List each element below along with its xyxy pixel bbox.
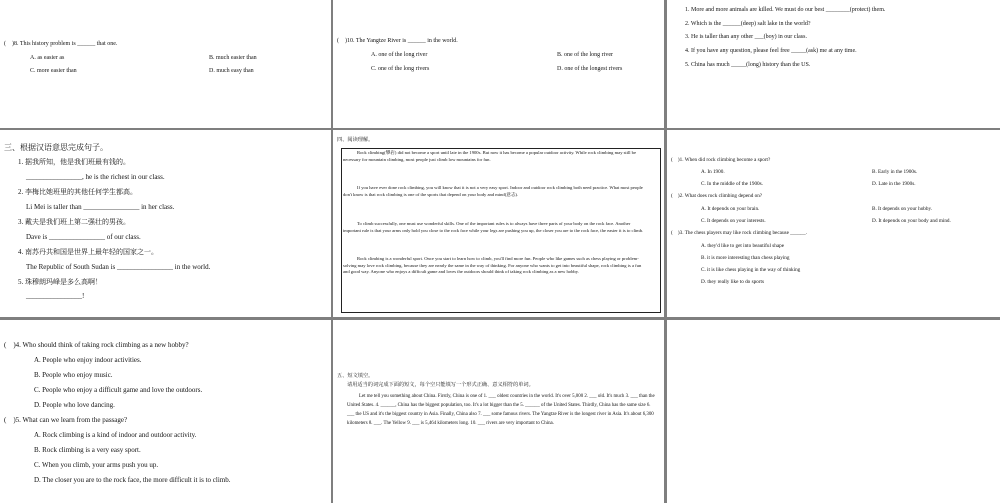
panel-q10 <box>333 0 664 128</box>
option-b: B. one of the long river <box>557 52 613 58</box>
sentence-3-cn: 3. 戴夫是我们班上第二强壮的男孩。 <box>18 218 130 226</box>
q5-option-a: A. Rock climbing is a kind of indoor and outdoor activity. <box>34 431 197 439</box>
passage-para-1: Rock climbing(攀岩) did not become a sport until late in the 1900s. But now it has become a popular outdoor activity. While rock climbing may still be necessary for mountain climbing, most people just climb low mountains for fun. <box>343 150 637 162</box>
q4-option-b: B. People who enjoy music. <box>34 371 113 379</box>
question-5: ( )5. What can we learn from the passage? <box>4 416 128 424</box>
sentence-1-cn: 1. 据我所知，他是我们班最有钱的。 <box>18 158 130 166</box>
panel-reading-questions-1 <box>667 130 1000 317</box>
option-a: A. as easier as <box>30 55 65 61</box>
q1-option-b: B. Early in the 1900s. <box>872 169 918 175</box>
cloze-instructions: 请用适当的词完成下面的短文，每个空只能填写一个形式正确、意义相符的单词。 <box>347 382 534 388</box>
section-heading: 五、短文填空。 <box>337 373 374 379</box>
q1-option-a: A. In 1900. <box>701 169 725 175</box>
q5-option-b: B. Rock climbing is a very easy sport. <box>34 446 141 454</box>
q1-option-d: D. Late in the 1900s. <box>872 181 916 187</box>
question-8: ( )8. This history problem is ______ that one. <box>4 41 118 47</box>
panel-reading-questions-2 <box>0 320 331 503</box>
option-d: D. one of the longest rivers <box>557 66 623 72</box>
section-heading: 三、根据汉语意思完成句子。 <box>4 143 108 152</box>
q5-option-c: C. When you climb, your arms push you up. <box>34 461 159 469</box>
q3-option-a: A. they'd like to get into beautiful shape <box>701 243 785 249</box>
word-form-4: 4. If you have any question, please feel free _____(ask) me at any time. <box>685 48 857 54</box>
sentence-3-en: Dave is ________________ of our class. <box>26 233 141 241</box>
q2-option-d: D. It depends on your body and mind. <box>872 218 951 224</box>
q2-option-b: B. It depends on your hobby. <box>872 206 933 212</box>
panel-reading <box>333 130 664 317</box>
question-1: ( )1. When did rock climbing become a sport? <box>671 157 771 163</box>
panel-translation <box>0 130 331 317</box>
q2-option-a: A. It depends on your brain. <box>701 206 760 212</box>
sentence-4-cn: 4. 南苏丹共和国是世界上最年轻的国家之一。 <box>18 248 158 256</box>
passage-para-2: If you have ever done rock climbing, you will know that it is not a very easy sport. Indoor and outdoor rock climbing both need practice. What most people don't know is that rock climbing is one of the sports that depend on your body and mind(意志). <box>343 185 643 197</box>
sentence-1-en: ________________, he is the richest in our class. <box>26 173 165 181</box>
word-form-3: 3. He is taller than any other ___(boy) in our class. <box>685 34 807 40</box>
word-form-5: 5. China has much _____(long) history than the US. <box>685 62 811 68</box>
q4-option-c: C. People who enjoy a difficult game and love the outdoors. <box>34 386 203 394</box>
sentence-5-cn: 5. 珠穆朗玛峰是多么高啊！ <box>18 278 102 286</box>
cloze-passage: Let me tell you something about China. Firstly, China is one of 1. ___ oldest countries in the world. It's over 5,000 2. ___ old. It's much 3. ___ than the United States. 4. ______, China has the biggest population, too. It's a lot bigger than the 5. ______ of the United States. Thirdly, China has the same size 6. ___ the US and it's the biggest country in Asia. Finally, China also 7. ___ some famous rivers. The Yangtze River is the longest river in Asia. It's about 6,300 kilometers 8. ___. The Yellow 9. ___ is 5,464 kilometers long. 10. ___ rivers are very important to China. <box>347 394 655 426</box>
option-d: D. much easy than <box>209 68 254 74</box>
option-b: B. much easier than <box>209 55 257 61</box>
sentence-2-en: Li Mei is taller than ________________ in her class. <box>26 203 175 211</box>
panel-blank <box>667 320 1000 503</box>
passage-para-4: Rock climbing is a wonderful sport. Once you start to learn how to climb, you'll find more fun. People who like games such as chess playing or problem-solving may love rock climbing, because they are nearly the same in the way of thinking. For anyone who wants to get into beautiful shape, rock climbing is a fun and good way. Anyone who enjoys a difficult game and loves the outdoors should think of taking rock climbing as a new hobby. <box>343 256 642 275</box>
q3-option-c: C. it is like chess playing in the way of thinking <box>701 267 801 273</box>
question-4: ( )4. Who should think of taking rock climbing as a new hobby? <box>4 341 189 349</box>
question-10: ( )10. The Yangtze River is ______ in the world. <box>337 38 458 44</box>
q5-option-d: D. The closer you are to the rock face, the more difficult it is to climb. <box>34 476 231 484</box>
q4-option-a: A. People who enjoy indoor activities. <box>34 356 142 364</box>
question-2: ( )2. What does rock climbing depend on? <box>671 193 763 199</box>
question-3: ( )3. The chess players may like rock climbing because ______. <box>671 230 808 236</box>
q3-option-b: B. it is more interesting than chess playing <box>701 255 790 261</box>
q2-option-c: C. It depends on your interests. <box>701 218 766 224</box>
sentence-5-en: ________________! <box>26 292 85 300</box>
q4-option-d: D. People who love dancing. <box>34 401 115 409</box>
panel-cloze <box>333 320 664 503</box>
option-c: C. one of the long rivers <box>371 66 430 72</box>
panel-word-forms <box>667 0 1000 128</box>
q3-option-d: D. they really like to do sports <box>701 279 764 285</box>
section-heading: 四、阅读理解。 <box>337 137 374 143</box>
option-c: C. more easier than <box>30 68 77 74</box>
word-form-2: 2. Which is the ______(deep) salt lake in the world? <box>685 21 811 27</box>
passage-para-3: To climb successfully, one must use wonderful skills. One of the important rules is to always have three parts of your body on the rock face. Another important rule is that your arms only hold you close to the rock face while your legs are pushing you up, the closer you are to the rock face, the easier it is to climb. <box>343 221 644 233</box>
sentence-2-cn: 2. 李梅比她班里的其他任何学生都高。 <box>18 188 137 196</box>
option-a: A. one of the long river <box>371 52 428 58</box>
word-form-1: 1. More and more animals are killed. We must do our best ________(protect) them. <box>685 7 886 13</box>
panel-q8 <box>0 0 331 128</box>
q1-option-c: C. In the middle of the 1900s. <box>701 181 763 187</box>
sentence-4-en: The Republic of South Sudan is ________________ in the world. <box>26 263 211 271</box>
